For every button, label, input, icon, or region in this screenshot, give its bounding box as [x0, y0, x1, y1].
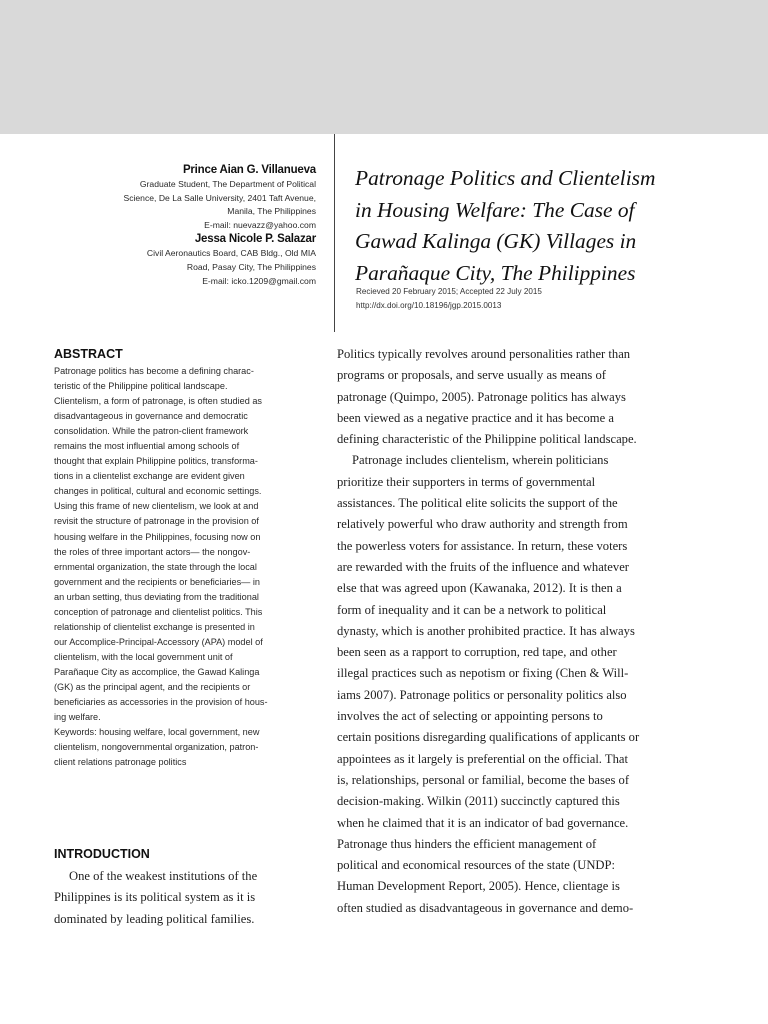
text-line: iams 2007). Patronage politics or personality politics also — [337, 687, 627, 702]
introduction-heading: INTRODUCTION — [54, 847, 150, 861]
text-line: clientelism, nongovernmental organization, patron- — [54, 742, 259, 753]
text-line: housing welfare in the Philippines, focusing now on — [54, 531, 261, 542]
text-line: Patronage politics has become a defining charac- — [54, 366, 254, 376]
author-affiliation-line: Science, De La Salle University, 2401 Taft Avenue, — [123, 192, 316, 203]
paper-title — [355, 163, 755, 289]
title-line: Parañaque City, The Philippines — [355, 260, 636, 285]
text-line: appointees as it largely is preferential on the official. That — [337, 751, 628, 766]
text-line: disadvantageous in governance and democratic — [54, 411, 248, 422]
text-line: are rewarded with the fruits of the influence and whatever — [337, 559, 629, 574]
text-line: Keywords: housing welfare, local government, new — [54, 727, 260, 738]
text-line: else that was agreed upon (Kawanaka, 2012). It is then a — [337, 581, 622, 596]
text-line: defining characteristic of the Philippine political landscape. — [337, 432, 637, 447]
text-line: illegal practices such as nepotism or fixing (Chen & Will- — [337, 666, 629, 681]
text-line: prioritize their supporters in terms of governmental — [337, 474, 596, 489]
text-line: consolidation. While the patron-client framework — [54, 426, 249, 437]
text-line: Parañaque City as accomplice, the Gawad Kalinga — [54, 666, 260, 677]
author-email: E-mail: nuevazz@yahoo.com — [204, 219, 316, 230]
introduction-section — [54, 846, 319, 930]
header-band — [0, 0, 768, 134]
text-line: conception of patronage and clientelist politics. This — [54, 606, 263, 617]
author-block — [90, 163, 316, 288]
text-line: teristic of the Philippine political landscape. — [54, 381, 228, 392]
text-line: an urban setting, thus deviating from the traditional — [54, 591, 259, 602]
text-line: client relations patronage politics — [54, 757, 187, 768]
text-line: changes in political, cultural and economic settings. — [54, 486, 262, 497]
text-line: thought that explain Philippine politics, transforma- — [54, 456, 258, 467]
text-line: clientelism, with the local government unit of — [54, 651, 233, 662]
text-line: often studied as disadvantageous in governance and demo- — [337, 900, 634, 915]
text-line: decision-making. Wilkin (2011) succinctly captured this — [337, 794, 620, 809]
text-line: dynasty, which is another prohibited practice. It has always — [337, 623, 635, 638]
text-line: Philippines is its political system as it is — [54, 890, 256, 905]
text-line: relatively powerful who draw authority and strength from — [337, 517, 628, 532]
abstract-section — [54, 346, 319, 770]
author-email: E-mail: icko.1209@gmail.com — [202, 275, 316, 286]
text-line: ernmental organization, the state through the local — [54, 561, 257, 572]
text-line: government and the recipients or beneficiaries— in — [54, 576, 260, 587]
title-line: Gawad Kalinga (GK) Villages in — [355, 229, 637, 253]
article-meta — [356, 285, 756, 312]
text-line: involves the act of selecting or appointing persons to — [337, 709, 603, 724]
text-line: Clientelism, a form of patronage, is often studied as — [54, 396, 262, 407]
text-line: beneficiaries as accessories in the provision of hous- — [54, 697, 268, 708]
text-line: form of inequality and it can be a network to political — [337, 602, 607, 617]
author-affiliation-line: Civil Aeronautics Board, CAB Bldg., Old MIA — [146, 248, 316, 259]
title-line: in Housing Welfare: The Case of — [355, 197, 635, 222]
text-line: One of the weakest institutions of the — [69, 869, 258, 883]
body-text — [337, 344, 709, 919]
text-line: relationship of clientelist exchange is presented in — [54, 621, 255, 632]
author-affiliation-line: Graduate Student, The Department of Political — [139, 179, 316, 189]
text-line: Politics typically revolves around personalities rather than — [337, 347, 631, 361]
column-divider — [334, 134, 335, 332]
text-line: Using this frame of new clientelism, we look at and — [54, 501, 259, 512]
doi-link[interactable]: http://dx.doi.org/10.18196/jgp.2015.0013 — [356, 300, 502, 310]
text-line: assistances. The political elite solicits the support of the — [337, 496, 618, 511]
text-line: tions in a clientelist exchange are evident given — [54, 471, 245, 482]
text-line: Human Development Report, 2005). Hence, clientage is — [337, 879, 620, 894]
received-dates: Recieved 20 February 2015; Accepted 22 July 2015 — [356, 287, 542, 296]
text-line: remains the most influential among schools of — [54, 441, 240, 452]
text-line: our Accomplice-Principal-Accessory (APA) model of — [54, 636, 263, 647]
text-line: (GK) as the principal agent, and the recipients or — [54, 681, 251, 692]
text-line: is, relationships, personal or familial, become the bases of — [337, 772, 630, 787]
text-line: been seen as a rapport to corruption, red tape, and other — [337, 645, 617, 660]
text-line: dominated by leading political families. — [54, 911, 255, 926]
abstract-heading: ABSTRACT — [54, 347, 123, 361]
text-line: been viewed as a negative practice and it has become a — [337, 410, 614, 425]
title-line: Patronage Politics and Clientelism — [355, 166, 656, 190]
author-name: Jessa Nicole P. Salazar — [194, 233, 316, 246]
text-line: certain positions disregarding qualifications of applicants or — [337, 730, 640, 745]
introduction-text — [54, 866, 319, 930]
text-line: patronage (Quimpo, 2005). Patronage politics has always — [337, 389, 626, 404]
text-line: ing welfare. — [54, 712, 101, 723]
body-paragraph — [337, 450, 709, 919]
text-line: political and economical resources of the state (UNDP: — [337, 858, 616, 873]
author-affiliation-line: Manila, The Philippines — [227, 206, 316, 217]
text-line: programs or proposals, and serve usually as means of — [337, 368, 606, 383]
text-line: revisit the structure of patronage in the provision of — [54, 516, 259, 527]
text-line: Patronage thus hinders the efficient management of — [337, 836, 597, 851]
abstract-text — [54, 364, 319, 770]
text-line: when he claimed that it is an indicator of bad governance. — [337, 815, 629, 830]
body-paragraph — [337, 344, 709, 450]
author-name: Prince Aian G. Villanueva — [182, 164, 316, 176]
text-line: Patronage includes clientelism, wherein politicians — [352, 453, 609, 468]
author-affiliation-line: Road, Pasay City, The Philippines — [186, 261, 316, 272]
text-line: the powerless voters for assistance. In return, these voters — [337, 538, 628, 553]
text-line: the roles of three important actors— the nongov- — [54, 546, 251, 557]
